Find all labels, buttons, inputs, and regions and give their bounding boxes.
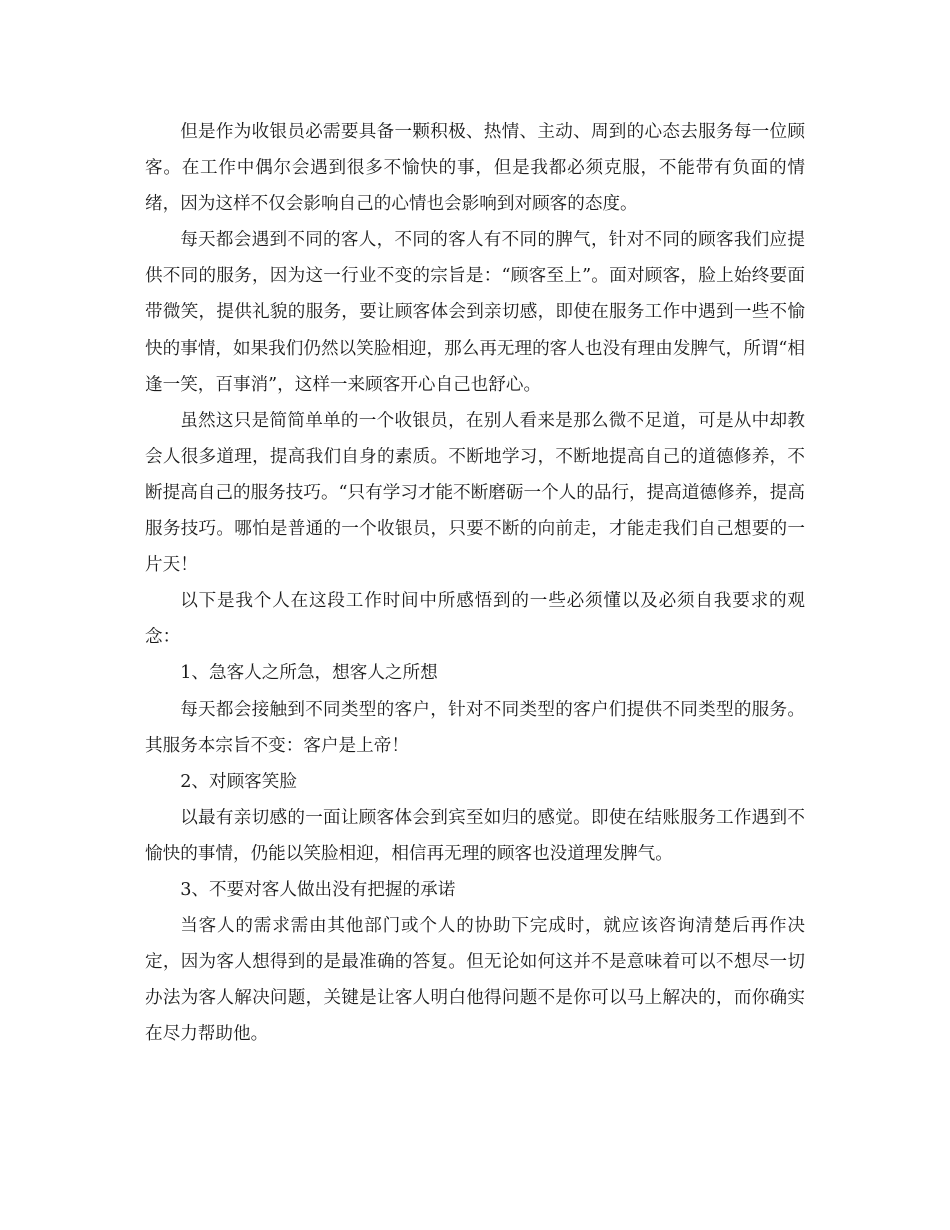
- heading-principle-3: 3、不要对客人做出没有把握的承诺: [180, 879, 456, 900]
- paragraph-customer-first: 每天都会遇到不同的客人，不同的客人有不同的脾气，针对不同的顾客我们应提供不同的服务，因为这一行业不变的宗旨是：“顾客至上”。面对顾客，脸上始终要面带微笑，提供礼貌的服务，要让顾客体会到亲切感，即使在服务工作中遇到一些不愉快的事情，如果我们仍然以笑脸相迎，那么再无理的客人也没有理由发脾气，所谓“相逢一笑，百事消”，这样一来顾客开心自己也舒心。: [145, 230, 805, 395]
- heading-principle-1: 1、急客人之所急，想客人之所想: [180, 663, 438, 684]
- paragraph-principle-2: 以最有亲切感的一面让顾客体会到宾至如归的感觉。即使在结账服务工作遇到不愉快的事情，仍能以笑脸相迎，相信再无理的顾客也没道理发脾气。: [145, 807, 805, 864]
- document-body: [145, 114, 805, 1052]
- paragraph-principles-intro: 以下是我个人在这段工作时间中所感悟到的一些必须懂以及必须自我要求的观念：: [145, 591, 805, 648]
- paragraph-cashier-attitude: 但是作为收银员必需要具备一颗积极、热情、主动、周到的心态去服务每一位顾客。在工作中偶尔会遇到很多不愉快的事，但是我都必须克服，不能带有负面的情绪，因为这样不仅会影响自己的心情也会影响到对顾客的态度。: [145, 122, 805, 215]
- paragraph-self-improvement: 虽然这只是简简单单的一个收银员，在别人看来是那么微不足道，可是从中却教会人很多道理，提高我们自身的素质。不断地学习，不断地提高自己的道德修养，不断提高自己的服务技巧。“只有学习才能不断磨砺一个人的品行，提高道德修养，提高服务技巧。哪怕是普通的一个收银员，只要不断的向前走，才能走我们自己想要的一片天！: [145, 410, 805, 576]
- paragraph-principle-3: 当客人的需求需由其他部门或个人的协助下完成时，就应该咨询清楚后再作决定，因为客人想得到的是最准确的答复。但无论如何这并不是意味着可以不想尽一切办法为客人解决问题，关键是让客人明白他得问题不是你可以马上解决的，而你确实在尽力帮助他。: [145, 916, 805, 1045]
- paragraph-principle-1: 每天都会接触到不同类型的客户，针对不同类型的客户们提供不同类型的服务。其服务本宗旨不变：客户是上帝！: [145, 699, 805, 756]
- heading-principle-2: 2、对顾客笑脸: [180, 771, 297, 792]
